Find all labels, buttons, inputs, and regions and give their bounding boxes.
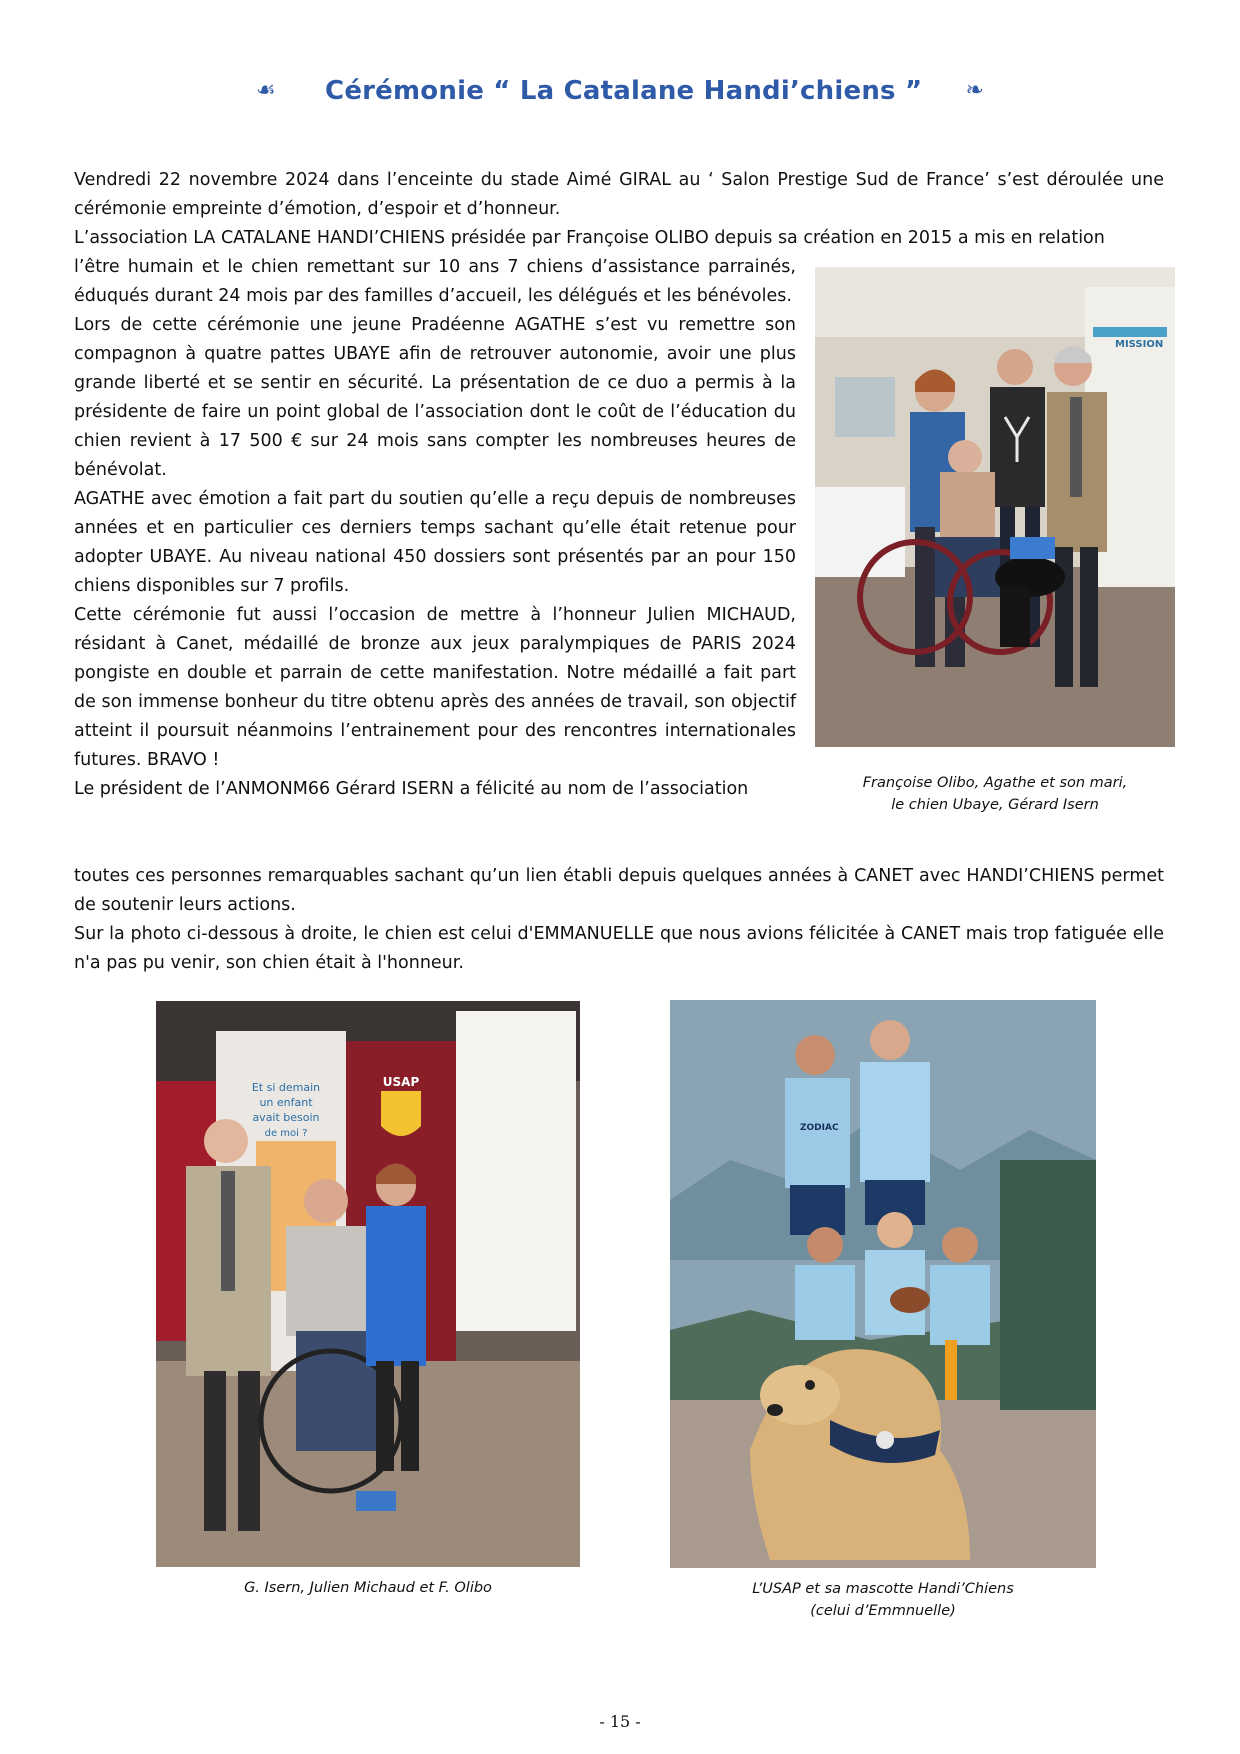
narrow-column-text	[74, 253, 796, 804]
banner-line-3: avait besoin	[252, 1111, 320, 1124]
banner-mission-text: MISSION	[1115, 339, 1164, 350]
paragraph-4: AGATHE avec émotion a fait part du soutien qu’elle a reçu depuis de nombreuses années et en particulier ces derniers temps sachant qu’elle était retenue pour adopter UBAYE. Au niveau national 450 dossiers sont présentés par an pour 150 chiens disponibles sur 7 profils.	[74, 489, 796, 596]
paragraph-2-start: L’association LA CATALANE HANDI’CHIENS présidée par Françoise OLIBO depuis sa création en 2015 a mis en relation	[74, 228, 1105, 248]
paragraph-1: Vendredi 22 novembre 2024 dans l’enceinte du stade Aimé GIRAL au ‘ Salon Prestige Sud de France’ s’est déroulée une cérémonie empreinte d’émotion, d’espoir et d’honneur.	[74, 170, 1164, 219]
page-number: - 15 -	[599, 1712, 641, 1731]
paragraph-2-end: l’être humain et le chien remettant sur 10 ans 7 chiens d’assistance parrainés, éduqués durant 24 mois par des familles d’accueil, les délégués et les bénévoles.	[74, 257, 796, 306]
caption-ceremony-group	[815, 772, 1175, 816]
paragraph-7: Sur la photo ci-dessous à droite, le chien est celui d'EMMANUELLE que nous avions félicitée à CANET mais trop fatiguée elle n'a pas pu venir, son chien était à l'honneur.	[74, 924, 1164, 973]
lower-text	[74, 862, 1164, 978]
usap-sign-text: USAP	[382, 1075, 420, 1089]
paragraph-6-start: Le président de l’ANMONM66 Gérard ISERN a félicité au nom de l’association	[74, 779, 749, 799]
paragraph-3: Lors de cette cérémonie une jeune Pradéenne AGATHE s’est vu remettre son compagnon à quatre pattes UBAYE afin de retrouver autonomie, avoir une plus grande liberté et se sentir en sécurité. La présentation de ce duo a permis à la présidente de faire un point global de l’association dont le coût de l’éducation du chien revient à 17 500 € sur 24 mois sans compter les nombreuses heures de bénévolat.	[74, 315, 796, 480]
right-ornament-icon: ❧	[965, 78, 985, 103]
caption-line-2: le chien Ubaye, Gérard Isern	[891, 797, 1099, 813]
photo-ceremony-group	[815, 267, 1175, 747]
paragraph-6-end: toutes ces personnes remarquables sachant qu’un lien établi depuis quelques années à CANET avec HANDI’CHIENS permet de soutenir leurs actions.	[74, 866, 1164, 915]
page-title	[0, 76, 1240, 106]
title-text: Cérémonie “ La Catalane Handi’chiens ”	[325, 76, 923, 106]
caption-medalist: G. Isern, Julien Michaud et F. Olibo	[244, 1580, 492, 1596]
photo-medalist	[156, 1001, 580, 1567]
caption-line-1: L’USAP et sa mascotte Handi’Chiens	[752, 1581, 1014, 1597]
banner-line-1: Et si demain	[251, 1081, 321, 1094]
caption-usap-mascot	[670, 1578, 1096, 1622]
photo-usap-mascot	[670, 1000, 1096, 1568]
shirt-sponsor-text: ZODIAC	[800, 1123, 839, 1133]
intro-text	[74, 166, 1164, 253]
paragraph-5: Cette cérémonie fut aussi l’occasion de mettre à l’honneur Julien MICHAUD, résidant à Canet, médaillé de bronze aux jeux paralympiques de PARIS 2024 pongiste en double et parrain de cette manifestation. Notre médaillé a fait part de son immense bonheur du titre obtenu après des années de travail, son objectif atteint il poursuit néanmoins l’entrainement pour des rencontres internationales futures. BRAVO !	[74, 605, 796, 770]
caption-line-2: (celui d’Emmnuelle)	[810, 1603, 956, 1619]
caption-line-1: Françoise Olibo, Agathe et son mari,	[862, 775, 1128, 791]
left-ornament-icon: ☙	[255, 78, 276, 103]
banner-line-4: de moi ?	[264, 1128, 308, 1139]
banner-line-2: un enfant	[259, 1096, 313, 1109]
